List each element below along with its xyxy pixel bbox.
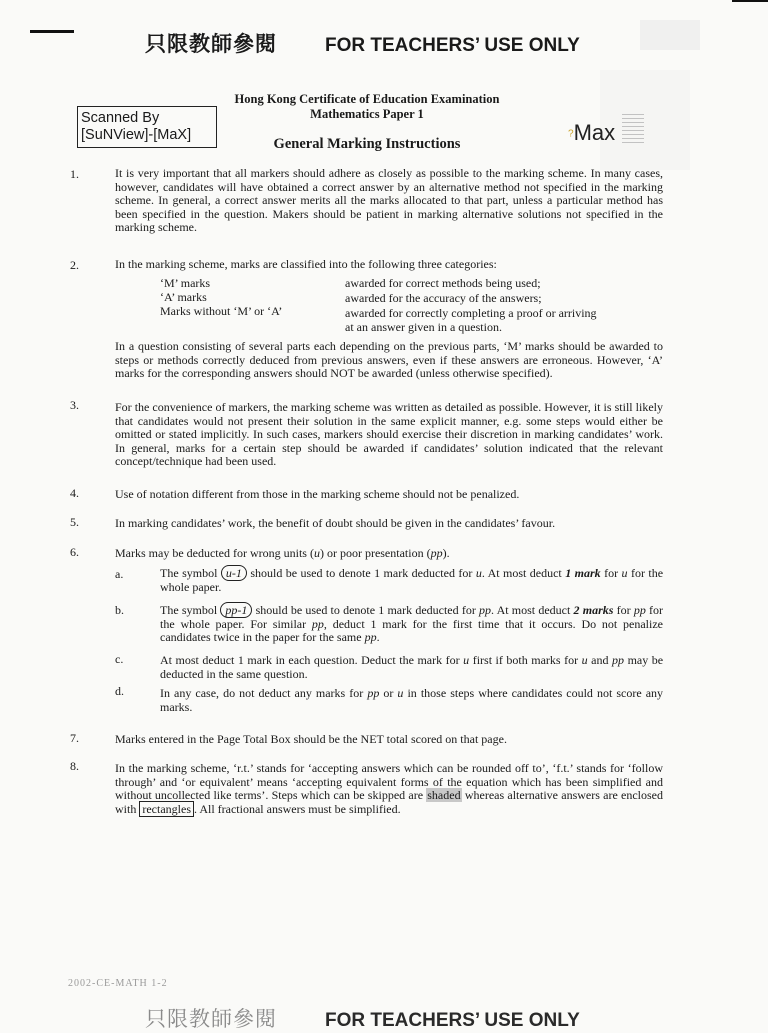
item-number: 8. <box>70 759 79 773</box>
item-number: 4. <box>70 486 79 500</box>
item-number: 6. <box>70 545 79 559</box>
shaded-example: shaded <box>427 788 461 803</box>
text-run: Marks may be deducted for wrong units ( <box>115 546 314 560</box>
scan-mark-right <box>732 0 768 2</box>
header-en: FOR TEACHERS’ USE ONLY <box>325 35 580 56</box>
text-run: The symbol <box>160 566 218 580</box>
text-run: in those steps where candidates could not score any marks. <box>160 686 664 714</box>
text-run: should be used to denote 1 mark deducted for <box>255 603 476 617</box>
mark-desc-other <box>345 306 645 334</box>
text-run: should be used to denote 1 mark deducted for <box>250 566 473 580</box>
footer-en: FOR TEACHERS’ USE ONLY <box>325 1010 580 1031</box>
item-2-intro: In the marking scheme, marks are classified into the following three categories: <box>115 257 497 271</box>
item-6b-text <box>160 604 663 645</box>
rectangle-example: rectangles <box>139 801 194 817</box>
item-3-text: For the convenience of markers, the marking scheme was written as detailed as possible. However, it is still likely that candidates would not present their solution in the same explicit manner, e.g. some steps would either be omitted or stated implicitly. In such cases, markers should exercise their discretion in marking candidates’ work. In general, marks for a certain step should be awarded if candidates’ solution indicated that the relevant concept/technique had been used. <box>115 400 663 469</box>
scan-noise <box>640 20 700 50</box>
text-run: At most deduct 1 mark in each question. Deduct the mark for <box>160 653 460 667</box>
text-run: 2 marks <box>573 603 614 617</box>
item-7-text: Marks entered in the Page Total Box should be the NET total scored on that page. <box>115 732 507 746</box>
item-number: 3. <box>70 398 79 412</box>
item-number: 2. <box>70 258 79 272</box>
text-run: . At most deduct <box>481 566 562 580</box>
paper-title: Mathematics Paper 1 <box>310 107 424 121</box>
mark-desc-a: awarded for the accuracy of the answers; <box>345 291 542 305</box>
text-run: . At most deduct <box>491 603 571 617</box>
item-6-intro <box>115 547 663 561</box>
text-run: , deduct 1 mark for the first time that it occurs. Do not penalize candidates twice in the paper for the same <box>160 616 664 645</box>
item-5-text: In marking candidates’ work, the benefit of doubt should be given in the candidates’ favour. <box>115 516 556 530</box>
text-run: whereas alternative answers are enclosed with <box>115 788 663 816</box>
text-run: u <box>463 653 470 667</box>
text-run: pp <box>430 546 443 560</box>
text-run: u <box>475 566 482 580</box>
text-run: for the whole paper. For similar <box>160 603 664 631</box>
scanned-by-line2: [SuNView]-[MaX] <box>81 127 192 143</box>
text-run: pp <box>367 686 380 700</box>
text-run: pp <box>633 603 646 617</box>
text-run: u <box>397 686 404 700</box>
mark-type-other: Marks without ‘M’ or ‘A’ <box>160 304 283 318</box>
text-run: ) or poor presentation ( <box>319 546 431 560</box>
text-run: first if both marks for <box>472 653 579 667</box>
mark-desc-m: awarded for correct methods being used; <box>345 276 541 290</box>
text-run: u <box>313 546 320 560</box>
sub-letter: c. <box>115 652 124 666</box>
text-run: u <box>621 566 628 580</box>
item-1-text: It is very important that all markers should adhere as closely as possible to the marking scheme. In many cases, however, candidates will have obtained a correct answer by an alternative method not specified in the marking scheme. In general, a correct answer merits all the marks allocated to that part, unless a particular method has been specified in the question. Makers should be patient in marking alternative solutions not specified in the marking scheme. <box>115 166 663 235</box>
footer <box>145 1003 580 1033</box>
mark-type-a: ‘A’ marks <box>160 290 207 304</box>
symbol-u-1: u-1 <box>221 565 247 581</box>
item-number: 1. <box>70 167 79 181</box>
item-6d-text <box>160 687 663 714</box>
mark-type-m: ‘M’ marks <box>160 276 211 290</box>
text-run: may be deducted in the same question. <box>160 653 664 681</box>
text-run: for the whole paper. <box>160 566 664 594</box>
page-code: 2002-CE-MATH 1-2 <box>68 978 168 989</box>
text-run: 1 mark <box>565 566 601 580</box>
mark-desc-other-line1: awarded for correctly completing a proof or arriving <box>345 306 597 320</box>
text-run: The symbol <box>160 603 218 617</box>
max-logo-mark: ? <box>568 128 574 140</box>
symbol-pp-1: pp-1 <box>220 602 252 618</box>
logo-fine-print <box>622 114 644 144</box>
text-run: In the marking scheme, ‘r.t.’ stands for ‘accepting answers which can be rounded off to’, ‘f.t.’ stands for ‘follow through’ and ‘or equivalent’ means ‘accepting equivalent forms of the equation which has been simplified and without uncollected like terms’. Steps which can be skipped are <box>115 761 663 803</box>
mark-desc-other-line2: at an answer given in a question. <box>345 320 502 334</box>
text-run: pp <box>479 603 492 617</box>
item-6a-text <box>160 567 663 594</box>
text-run: . <box>376 630 380 645</box>
item-8-text <box>115 762 663 816</box>
text-run: for <box>604 566 619 580</box>
header <box>145 28 580 58</box>
text-run: for <box>616 603 631 617</box>
text-run: ). <box>442 546 450 560</box>
text-run: pp <box>311 616 324 631</box>
footer-cn: 只限教師參閱 <box>145 1007 277 1031</box>
text-run: and <box>591 653 609 667</box>
section-title: General Marking Instructions <box>273 136 461 152</box>
scanned-by-line1: Scanned By <box>81 110 160 126</box>
item-2-after: In a question consisting of several parts each depending on the previous parts, ‘M’ marks should be awarded to steps or methods correctly deduced from previous answers, even if these answers are erroneous. However, ‘A’ marks for the corresponding answers should NOT be awarded (unless otherwise specified). <box>115 339 663 381</box>
max-logo-text: Max <box>573 120 616 145</box>
sub-letter: d. <box>115 684 124 698</box>
scan-mark-left <box>30 30 74 33</box>
text-run: pp <box>612 653 625 667</box>
sub-letter: a. <box>115 567 124 581</box>
item-4-text: Use of notation different from those in the marking scheme should not be penalized. <box>115 487 520 501</box>
header-cn: 只限教師參閱 <box>145 32 277 56</box>
text-run: or <box>383 686 394 700</box>
text-run: u <box>581 653 588 667</box>
sub-letter: b. <box>115 603 124 617</box>
text-run: pp <box>364 630 377 645</box>
max-logo <box>568 120 615 146</box>
item-6c-text <box>160 654 663 681</box>
exam-title: Hong Kong Certificate of Education Examination <box>234 92 500 106</box>
text-run: In any case, do not deduct any marks for <box>160 686 364 700</box>
item-number: 7. <box>70 731 79 745</box>
item-number: 5. <box>70 515 79 529</box>
text-run: . All fractional answers must be simplified. <box>193 801 401 816</box>
